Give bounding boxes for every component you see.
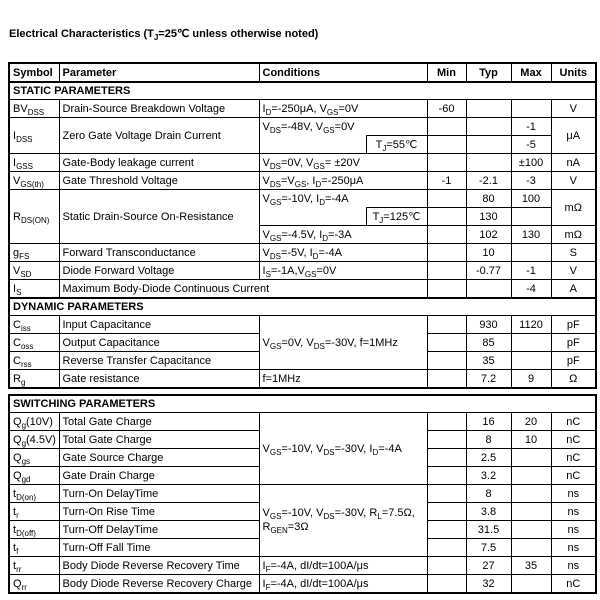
symbol-cell: $R_g$ [9,370,59,389]
parameter-cell: Forward Transconductance [59,244,259,262]
symbol-cell: $Q_{gs}$ [9,449,59,467]
units-cell: ns [551,521,596,539]
min-cell [427,244,466,262]
typ-cell [466,154,511,172]
typ-cell: 7.2 [466,370,511,389]
min-cell [427,521,466,539]
min-cell [427,467,466,485]
max-cell: 9 [511,370,551,389]
header-parameter: Parameter [59,63,259,82]
max-cell: -5 [511,136,551,154]
symbol-cell: $V_{SD}$ [9,262,59,280]
typ-cell: 130 [466,208,511,226]
max-cell: 35 [511,557,551,575]
min-cell [427,262,466,280]
min-cell [427,118,466,136]
units-cell: A [551,280,596,299]
parameter-cell: Gate Threshold Voltage [59,172,259,190]
units-cell: ns [551,485,596,503]
min-cell [427,154,466,172]
parameter-cell: Total Gate Charge [59,413,259,431]
parameter-cell: Total Gate Charge [59,431,259,449]
typ-cell: 8 [466,485,511,503]
parameter-cell: Gate resistance [59,370,259,389]
conditions-cell: $V_{DS}=-48V$, $V_{GS}=0V$ [259,118,427,136]
units-cell: V [551,100,596,118]
parameter-cell: Input Capacitance [59,316,259,334]
parameter-cell: Drain-Source Breakdown Voltage [59,100,259,118]
max-cell [511,244,551,262]
max-cell: -4 [511,280,551,299]
typ-cell: 2.5 [466,449,511,467]
units-cell: nC [551,575,596,594]
symbol-cell: $g_{FS}$ [9,244,59,262]
parameter-cell: Static Drain-Source On-Resistance [59,190,259,244]
min-cell [427,575,466,594]
header-max: Max [511,63,551,82]
table-row-qrr [9,575,596,594]
conditions-cell: f=1MHz [259,370,427,389]
table-row-rg [9,370,596,389]
section-header-dynamic [9,298,596,316]
parameter-cell: Zero Gate Voltage Drain Current [59,118,259,154]
symbol-cell: $t_r$ [9,503,59,521]
section-title: STATIC PARAMETERS [9,82,596,100]
typ-cell: -2.1 [466,172,511,190]
conditions-cell: $I_D=-250\mu A$, $V_{GS}=0V$ [259,100,427,118]
typ-cell: -0.77 [466,262,511,280]
units-cell: V [551,262,596,280]
parameter-cell: Turn-On Rise Time [59,503,259,521]
table-row-rds-1 [9,190,596,208]
table-row-trr [9,557,596,575]
min-cell [427,557,466,575]
table-header-row [9,63,596,82]
min-cell [427,208,466,226]
min-cell [427,190,466,208]
parameter-cell: Diode Forward Voltage [59,262,259,280]
section-header-static [9,82,596,100]
min-cell [427,316,466,334]
symbol-cell: $I_{GSS}$ [9,154,59,172]
units-cell: ns [551,539,596,557]
section-title: DYNAMIC PARAMETERS [9,298,596,316]
max-cell: 20 [511,413,551,431]
conditions-cell [259,208,366,226]
symbol-cell: $Q_g(4.5V)$ [9,431,59,449]
symbol-cell: $BV_{DSS}$ [9,100,59,118]
symbol-cell: $Q_g(10V)$ [9,413,59,431]
min-cell: -60 [427,100,466,118]
conditions-cell: $V_{GS}=-10V$, $V_{DS}=-30V$, $I_D=-4A$ [259,413,427,485]
conditions-cell [259,136,366,154]
typ-cell: 3.8 [466,503,511,521]
min-cell: -1 [427,172,466,190]
units-cell: ns [551,557,596,575]
condition-subcell: $T_J=55℃$ [366,136,427,154]
min-cell [427,539,466,557]
units-cell: V [551,172,596,190]
conditions-cell: $V_{DS}=V_{GS}$, $I_D=-250\mu A$ [259,172,427,190]
min-cell [427,370,466,389]
units-cell: S [551,244,596,262]
parameter-cell: Turn-Off Fall Time [59,539,259,557]
typ-cell: 35 [466,352,511,370]
symbol-cell: $I_{DSS}$ [9,118,59,154]
max-cell [511,575,551,594]
conditions-cell: $V_{DS}=0V$, $V_{GS}= \pm 20V$ [259,154,427,172]
max-cell [511,521,551,539]
conditions-cell: $V_{GS}=-10V$, $I_D=-4A$ [259,190,427,208]
typ-cell [466,280,511,299]
parameter-cell: Body Diode Reverse Recovery Charge [59,575,259,594]
typ-cell: 80 [466,190,511,208]
units-cell: ns [551,503,596,521]
min-cell [427,503,466,521]
parameter-cell: Gate-Body leakage current [59,154,259,172]
parameter-cell: Gate Drain Charge [59,467,259,485]
header-typ: Typ [466,63,511,82]
units-cell: nC [551,431,596,449]
table-row-is [9,280,596,299]
typ-cell: 32 [466,575,511,594]
max-cell: ±100 [511,154,551,172]
typ-cell: 31.5 [466,521,511,539]
max-cell: -1 [511,262,551,280]
units-cell: μA [551,118,596,154]
typ-cell [466,118,511,136]
parameter-cell: Output Capacitance [59,334,259,352]
section-title: SWITCHING PARAMETERS [9,395,596,413]
symbol-cell: $t_{D(on)}$ [9,485,59,503]
typ-cell: 85 [466,334,511,352]
header-units: Units [551,63,596,82]
max-cell: 10 [511,431,551,449]
max-cell [511,208,551,226]
units-cell: pF [551,334,596,352]
conditions-cell: $V_{GS}=-10V$, $V_{DS}=-30V$, $R_L=7.5\Omega$, $R_{GEN}=3\Omega$ [259,485,427,557]
typ-cell: 8 [466,431,511,449]
max-cell: 1120 [511,316,551,334]
symbol-cell: $C_{iss}$ [9,316,59,334]
units-cell: mΩ [551,190,596,226]
header-symbol: Symbol [9,63,59,82]
table-row-igss [9,154,596,172]
min-cell [427,280,466,299]
symbol-cell: $t_{D(off)}$ [9,521,59,539]
header-conditions: Conditions [259,63,427,82]
units-cell: nA [551,154,596,172]
table-row-tdon [9,485,596,503]
min-cell [427,449,466,467]
parameter-cell: Turn-Off DelayTime [59,521,259,539]
condition-subcell: $T_J=125℃$ [366,208,427,226]
max-cell [511,100,551,118]
typ-cell: 930 [466,316,511,334]
parameter-cell: Reverse Transfer Capacitance [59,352,259,370]
conditions-cell: $I_F=-4A$, dI/dt=100A/μs [259,575,427,594]
typ-cell: 27 [466,557,511,575]
max-cell [511,485,551,503]
parameter-cell: Body Diode Reverse Recovery Time [59,557,259,575]
table-row-qg10 [9,413,596,431]
max-cell [511,449,551,467]
switching-table [8,394,597,594]
table-row-gfs [9,244,596,262]
table-row-bvdss [9,100,596,118]
typ-cell [466,136,511,154]
header-min: Min [427,63,466,82]
max-cell: -3 [511,172,551,190]
conditions-cell: $V_{GS}=-4.5V$, $I_D=-3A$ [259,226,427,244]
min-cell [427,485,466,503]
parameter-cell: Turn-On DelayTime [59,485,259,503]
min-cell [427,352,466,370]
page-title: Electrical Characteristics ($T_J=25℃$ unless otherwise noted) [9,28,319,43]
max-cell [511,503,551,521]
min-cell [427,413,466,431]
min-cell [427,334,466,352]
max-cell: -1 [511,118,551,136]
conditions-cell: $I_F=-4A$, dI/dt=100A/μs [259,557,427,575]
symbol-cell: $C_{oss}$ [9,334,59,352]
conditions-cell: $V_{DS}=-5V$, $I_D=-4A$ [259,244,427,262]
max-cell [511,352,551,370]
typ-cell: 7.5 [466,539,511,557]
static-dynamic-table [8,62,597,389]
typ-cell: 3.2 [466,467,511,485]
symbol-cell: $t_f$ [9,539,59,557]
symbol-cell: $Q_{gd}$ [9,467,59,485]
units-cell: Ω [551,370,596,389]
typ-cell [466,100,511,118]
table-row-vsd [9,262,596,280]
typ-cell: 10 [466,244,511,262]
max-cell [511,467,551,485]
max-cell: 130 [511,226,551,244]
units-cell: nC [551,413,596,431]
conditions-cell: $V_{GS}=0V$, $V_{DS}=-30V$, f=1MHz [259,316,427,370]
units-cell: nC [551,467,596,485]
min-cell [427,226,466,244]
max-cell: 100 [511,190,551,208]
table-row-idss-1 [9,118,596,136]
max-cell [511,334,551,352]
typ-cell: 102 [466,226,511,244]
symbol-cell: $I_S$ [9,280,59,299]
max-cell [511,539,551,557]
symbol-cell: $V_{GS(th)}$ [9,172,59,190]
table-row-ciss [9,316,596,334]
electrical-characteristics-tables [8,62,595,594]
symbol-cell: $R_{DS(ON)}$ [9,190,59,244]
parameter-cell: Gate Source Charge [59,449,259,467]
min-cell [427,431,466,449]
parameter-cell: Maximum Body-Diode Continuous Current [59,280,427,299]
symbol-cell: $C_{rss}$ [9,352,59,370]
conditions-cell: $I_S=-1A,V_{GS}=0V$ [259,262,427,280]
typ-cell: 16 [466,413,511,431]
units-cell: mΩ [551,226,596,244]
table-row-vgsth [9,172,596,190]
units-cell: pF [551,352,596,370]
section-header-switching [9,395,596,413]
units-cell: nC [551,449,596,467]
min-cell [427,136,466,154]
symbol-cell: $t_{rr}$ [9,557,59,575]
units-cell: pF [551,316,596,334]
symbol-cell: $Q_{rr}$ [9,575,59,594]
